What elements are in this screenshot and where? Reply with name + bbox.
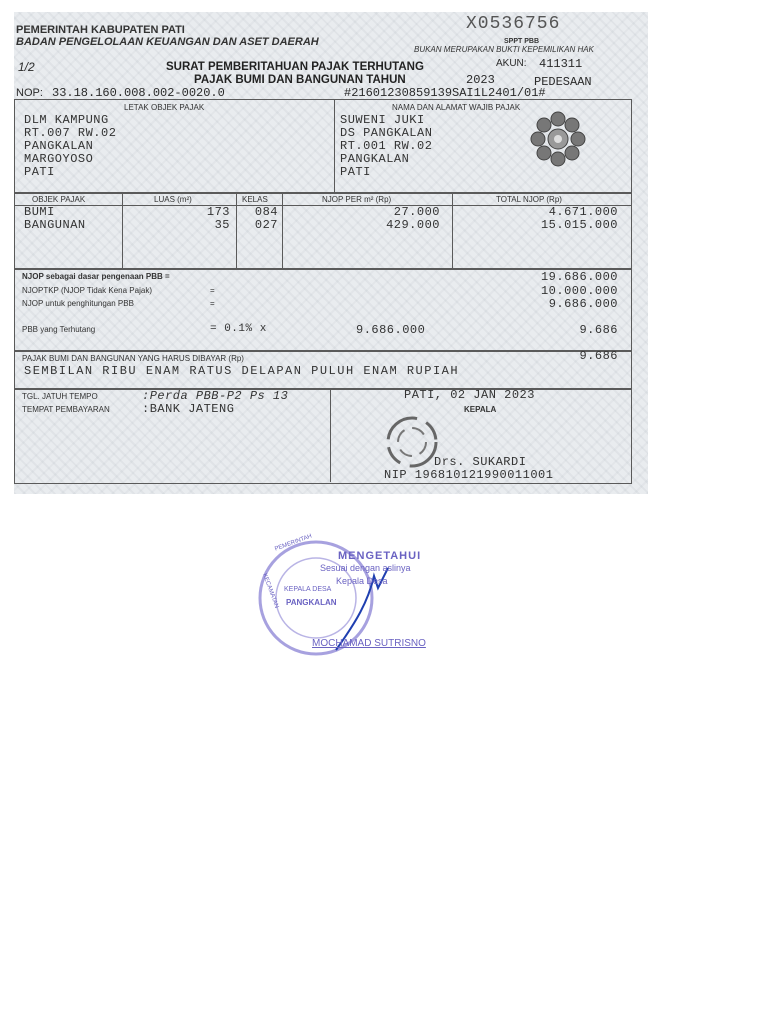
- njoptkp-value: 10.000.000: [540, 284, 618, 298]
- stamp-center-1: KEPALA DESA: [284, 586, 332, 593]
- col-header-class: KELAS: [242, 195, 268, 204]
- tax-year: 2023: [466, 73, 495, 87]
- njop-basis-label: NJOP sebagai dasar pengenaan PBB =: [22, 272, 170, 281]
- location-line-3: PANGKALAN: [24, 139, 94, 153]
- taxpayer-line-5: PATI: [340, 165, 371, 179]
- stamp-ring-top: PEMERINTAH: [274, 533, 313, 553]
- akun-value: 411311: [539, 57, 583, 71]
- nop-value: 33.18.160.008.002-0020.0: [52, 86, 225, 100]
- row-total-njop: 15.015.000: [540, 218, 618, 232]
- sppt-document: [14, 12, 648, 494]
- footer-divider: [330, 389, 331, 482]
- page-mark: 1/2: [18, 60, 35, 74]
- table-col-divider: [236, 193, 237, 268]
- table-col-divider: [452, 193, 453, 268]
- taxpayer-line-3: RT.001 RW.02: [340, 139, 433, 153]
- taxpayer-line-1: SUWENI JUKI: [340, 113, 425, 127]
- col-header-area: LUAS (m²): [154, 195, 192, 204]
- njoptkp-label: NJOPTKP (NJOP Tidak Kena Pajak): [22, 286, 152, 295]
- njop-calc-label: NJOP untuk penghitungan PBB: [22, 299, 134, 308]
- object-location-header: LETAK OBJEK PAJAK: [124, 103, 205, 112]
- due-date-value: :Perda PBB-P2 Ps 13: [142, 389, 289, 403]
- endorsement-name: MOCHAMAD SUTRISNO: [312, 638, 426, 649]
- table-col-divider: [282, 193, 283, 268]
- payment-place-value: :BANK JATENG: [142, 402, 235, 416]
- area-type: PEDESAAN: [534, 75, 592, 89]
- city-date: PATI, 02 JAN 2023: [404, 388, 535, 402]
- row-area: 35: [214, 218, 230, 232]
- endorsement-line-3: Kepala Desa: [336, 576, 388, 586]
- document-code: #21601230859139SAI1L2401/01#: [344, 86, 546, 100]
- row-class: 027: [254, 218, 278, 232]
- address-divider: [334, 100, 335, 192]
- endorsement-line-1: MENGETAHUI: [338, 550, 422, 562]
- pbb-label: PBB yang Terhutang: [22, 325, 96, 334]
- hologram-seal-icon: [526, 107, 590, 171]
- row-object: BANGUNAN: [24, 218, 86, 232]
- payable-value: 9.686: [579, 349, 618, 363]
- row-class: 084: [254, 205, 278, 219]
- endorsement-line-2: Sesuai dengan aslinya: [320, 563, 411, 573]
- nop-label: NOP:: [16, 87, 43, 99]
- serial-number: X0536756: [466, 14, 561, 34]
- row-total-njop: 4.671.000: [548, 205, 618, 219]
- document-subtitle: PAJAK BUMI DAN BANGUNAN TAHUN: [194, 74, 406, 86]
- location-line-1: DLM KAMPUNG: [24, 113, 109, 127]
- pbb-base: 9.686.000: [356, 323, 426, 337]
- akun-label: AKUN:: [496, 58, 527, 69]
- col-header-njop-per-m2: NJOP PER m² (Rp): [322, 195, 392, 204]
- njop-calc-equals: =: [210, 299, 215, 308]
- pbb-rate: = 0.1% x: [210, 323, 267, 335]
- payable-in-words: SEMBILAN RIBU ENAM RATUS DELAPAN PULUH ENAM RUPIAH: [24, 364, 460, 378]
- document-title: SURAT PEMBERITAHUAN PAJAK TERHUTANG: [166, 61, 424, 73]
- table-col-divider: [122, 193, 123, 268]
- official-position: KEPALA: [464, 405, 497, 414]
- due-date-label: TGL. JATUH TEMPO: [22, 392, 98, 401]
- stamp-center-2: PANGKALAN: [286, 598, 337, 607]
- taxpayer-line-4: PANGKALAN: [340, 152, 410, 166]
- official-nip: NIP 196810121990011001: [384, 468, 554, 482]
- stamp-ring-left: KECAMATAN: [261, 572, 280, 610]
- njop-basis-value: 19.686.000: [540, 270, 618, 284]
- row-area: 173: [206, 205, 230, 219]
- sppt-label: SPPT PBB: [504, 38, 540, 45]
- location-line-5: PATI: [24, 165, 55, 179]
- row-njop-per-m2: 27.000: [393, 205, 440, 219]
- ownership-disclaimer: BUKAN MERUPAKAN BUKTI KEPEMILIKAN HAK: [414, 45, 594, 54]
- payable-label: PAJAK BUMI DAN BANGUNAN YANG HARUS DIBAYAR (Rp): [22, 354, 244, 363]
- col-header-object: OBJEK PAJAK: [32, 195, 86, 204]
- row-njop-per-m2: 429.000: [386, 218, 440, 232]
- taxpayer-header: NAMA DAN ALAMAT WAJIB PAJAK: [392, 103, 521, 112]
- taxpayer-line-2: DS PANGKALAN: [340, 126, 433, 140]
- agency-line: BADAN PENGELOLAAN KEUANGAN DAN ASET DAERAH: [16, 36, 319, 48]
- government-line: PEMERINTAH KABUPATEN PATI: [16, 24, 185, 36]
- payment-place-label: TEMPAT PEMBAYARAN: [22, 405, 110, 414]
- row-object: BUMI: [24, 205, 55, 219]
- endorsement-stamp: [256, 532, 476, 672]
- pbb-value: 9.686: [579, 323, 618, 337]
- njop-calc-value: 9.686.000: [548, 297, 618, 311]
- col-header-total-njop: TOTAL NJOP (Rp): [496, 195, 562, 204]
- location-line-2: RT.007 RW.02: [24, 126, 117, 140]
- location-line-4: MARGOYOSO: [24, 152, 94, 166]
- official-name: Drs. SUKARDI: [434, 455, 527, 469]
- njoptkp-equals: =: [210, 286, 215, 295]
